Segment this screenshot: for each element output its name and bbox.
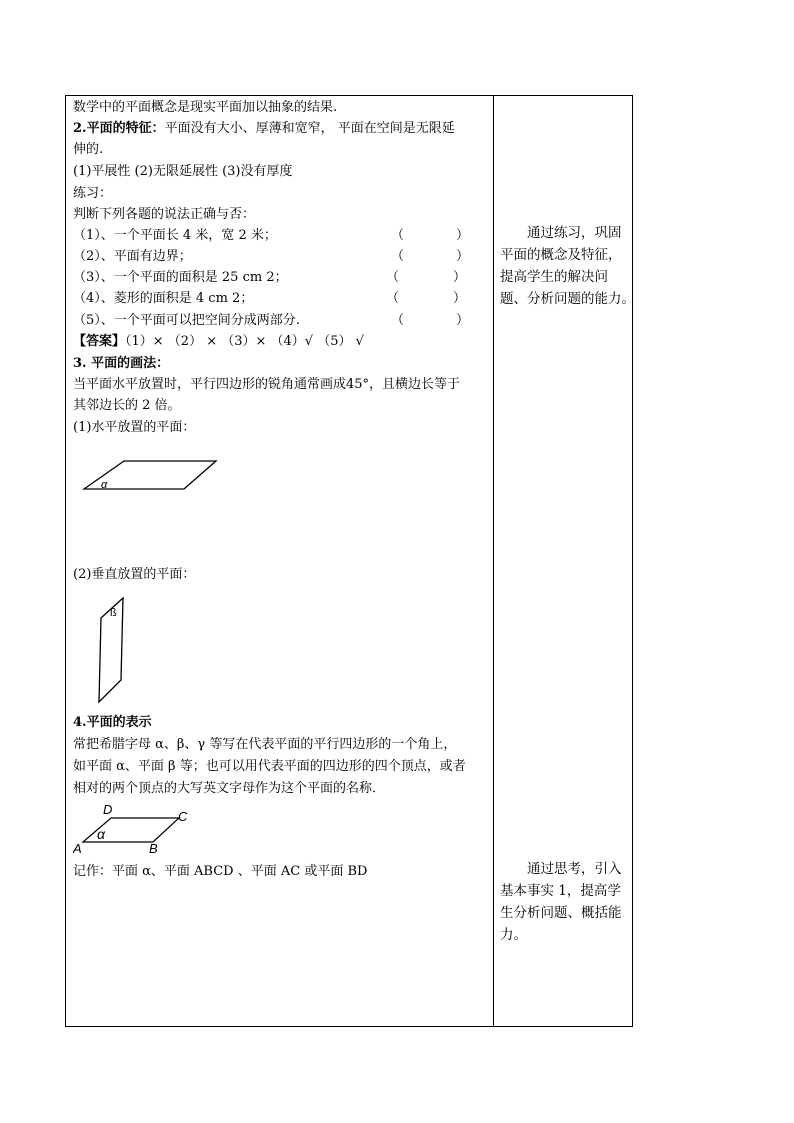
section-4-text-2: 如平面 α、平面 β 等；也可以用代表平面的四边形的四个顶点，或者 <box>73 759 466 774</box>
question-1 <box>73 226 488 246</box>
section-2-heading: 2.平面的特征： <box>73 121 165 136</box>
practice-label: 练习： <box>73 186 113 201</box>
note-line: 力。 <box>500 927 527 943</box>
section-4-heading: 4.平面的表示 <box>73 715 152 730</box>
alpha-label: α <box>101 479 108 491</box>
teaching-note-1 <box>500 222 635 310</box>
alpha-label: α <box>97 826 105 842</box>
lesson-table <box>65 95 633 1027</box>
question-4 <box>73 289 488 309</box>
vertex-C: C <box>178 809 188 824</box>
note-line: 平面的概念及特征， <box>500 247 622 263</box>
answer-blank-close: ） <box>456 249 470 264</box>
section-3-text-cont: 其邻边长的 2 倍。 <box>73 398 181 413</box>
answer-text: （1）× （2） × （3）× （4）√ （5） √ <box>125 334 364 349</box>
answer-blank-open: （ <box>386 291 400 306</box>
answer-blank-close: ） <box>456 313 470 328</box>
vertex-B: B <box>149 841 158 856</box>
section-2-text-cont: 伸的. <box>73 142 104 157</box>
answer-blank-close: ） <box>453 270 467 285</box>
section-2-line <box>73 119 455 139</box>
question-text: （5）、一个平面可以把空间分成两部分. <box>73 313 300 328</box>
vertex-D: D <box>103 802 113 817</box>
practice-prompt: 判断下列各题的说法正确与否： <box>73 207 256 222</box>
note-line: 通过思考，引入 <box>500 861 622 877</box>
answer-blank-open: （ <box>391 313 405 328</box>
beta-label: ß <box>110 607 117 619</box>
answer-blank-open: （ <box>391 249 405 264</box>
note-line: 生分析问题、概括能 <box>500 905 622 921</box>
answer-blank-open: （ <box>386 270 400 285</box>
answer-blank-close: ） <box>453 291 467 306</box>
section-3-text: 当平面水平放置时，平行四边形的锐角通常画成45°，且横边长等于 <box>73 377 461 392</box>
teaching-note-2 <box>500 858 630 946</box>
column-divider <box>493 96 494 1026</box>
note-line: 题、分析问题的能力。 <box>500 291 635 307</box>
question-2 <box>73 247 488 267</box>
note-line: 基本事实 1，提高学 <box>500 883 621 899</box>
section-4-text-1: 常把希腊字母 α、β、γ 等写在代表平面的平行四边形的一个角上， <box>73 737 457 752</box>
question-5 <box>73 311 488 331</box>
answer-label: 【答案】 <box>73 334 126 349</box>
section-4-text-3: 相对的两个顶点的大写英文字母作为这个平面的名称． <box>73 781 386 796</box>
note-line: 通过练习，巩固 <box>500 225 622 241</box>
vertical-plane-figure <box>89 596 134 706</box>
labeled-plane-figure <box>73 801 203 856</box>
answer-blank-open: （ <box>391 228 405 243</box>
question-text: （4）、菱形的面积是 4 cm 2； <box>73 291 254 306</box>
section-2-text: 平面没有大小、厚薄和宽窄， 平面在空间是无限延 <box>164 121 455 136</box>
question-text: （3）、一个平面的面积是 25 cm 2； <box>73 270 288 285</box>
vertical-plane-label: (2)垂直放置的平面： <box>73 567 196 582</box>
section-3-heading: 3. 平面的画法： <box>73 356 170 371</box>
question-text: （1）、一个平面长 4 米，宽 2 米； <box>73 228 277 243</box>
notation-text: 记作：平面 α、平面 ABCD 、平面 AC 或平面 BD <box>73 864 368 879</box>
question-text: （2）、平面有边界； <box>73 249 192 264</box>
vertex-A: A <box>73 841 82 856</box>
plane-properties: (1)平展性 (2)无限延展性 (3)没有厚度 <box>73 164 293 179</box>
horizontal-plane-figure <box>81 453 221 498</box>
note-line: 提高学生的解决问 <box>500 269 608 285</box>
answer-line <box>73 332 364 352</box>
horizontal-plane-label: (1)水平放置的平面： <box>73 420 196 435</box>
intro-text: 数学中的平面概念是现实平面加以抽象的结果. <box>73 100 338 115</box>
answer-blank-close: ） <box>456 228 470 243</box>
question-3 <box>73 268 488 288</box>
